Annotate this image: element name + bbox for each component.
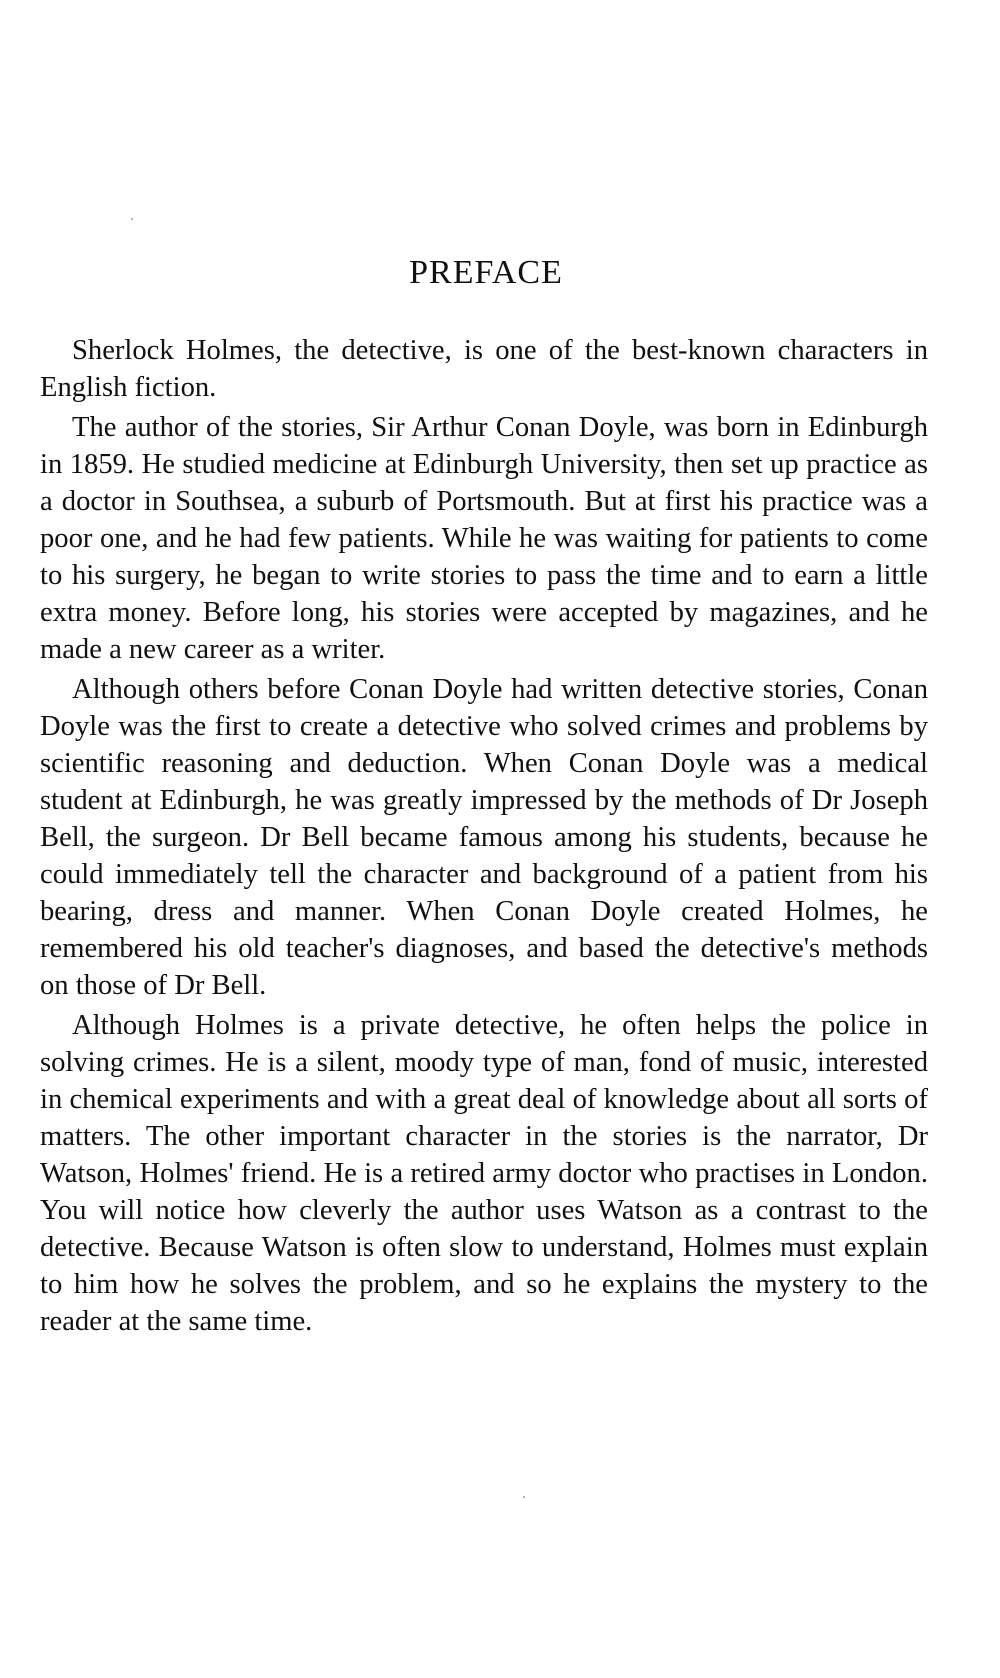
paragraph: Sherlock Holmes, the detective, is one of the best-known characters in English fiction. [40, 335, 928, 403]
paragraph: Although others before Conan Doyle had written detective stories, Conan Doyle was the first to create a detective who solved crimes and problems by scientific reasoning and deduction. When Conan Doyle was a medical student at Edinburgh, he was greatly impressed by the methods of Dr Joseph Bell, the surgeon. Dr Bell became famous among his students, because he could immediately tell the character and background of a patient from his bearing, dress and manner. When Conan Doyle created Holmes, he remembered his old teacher's diagnoses, and based the detective's methods on those of Dr Bell. [40, 674, 928, 1001]
page-title: PREFACE [409, 254, 563, 291]
preface-body [40, 332, 928, 1340]
paragraph: The author of the stories, Sir Arthur Conan Doyle, was born in Edinburgh in 1859. He studied medicine at Edinburgh University, then set up practice as a doctor in Southsea, a suburb of Portsmouth. But at first his practice was a poor one, and he had few patients. While he was waiting for patients to come to his surgery, he began to write stories to pass the time and to earn a little extra money. Before long, his stories were accepted by magazines, and he made a new career as a writer. [40, 412, 928, 665]
paragraph: Although Holmes is a private detective, he often helps the police in solving crimes. He is a silent, moody type of man, fond of music, interested in chemical experiments and with a great deal of knowledge about all sorts of matters. The other important character in the stories is the narrator, Dr Watson, Holmes' friend. He is a retired army doctor who practises in London. You will notice how cleverly the author uses Watson as a contrast to the detective. Because Watson is often slow to understand, Holmes must explain to him how he solves the problem, and so he explains the mystery to the reader at the same time. [40, 1010, 928, 1337]
scan-speck [131, 218, 133, 220]
scan-speck [523, 1496, 525, 1498]
